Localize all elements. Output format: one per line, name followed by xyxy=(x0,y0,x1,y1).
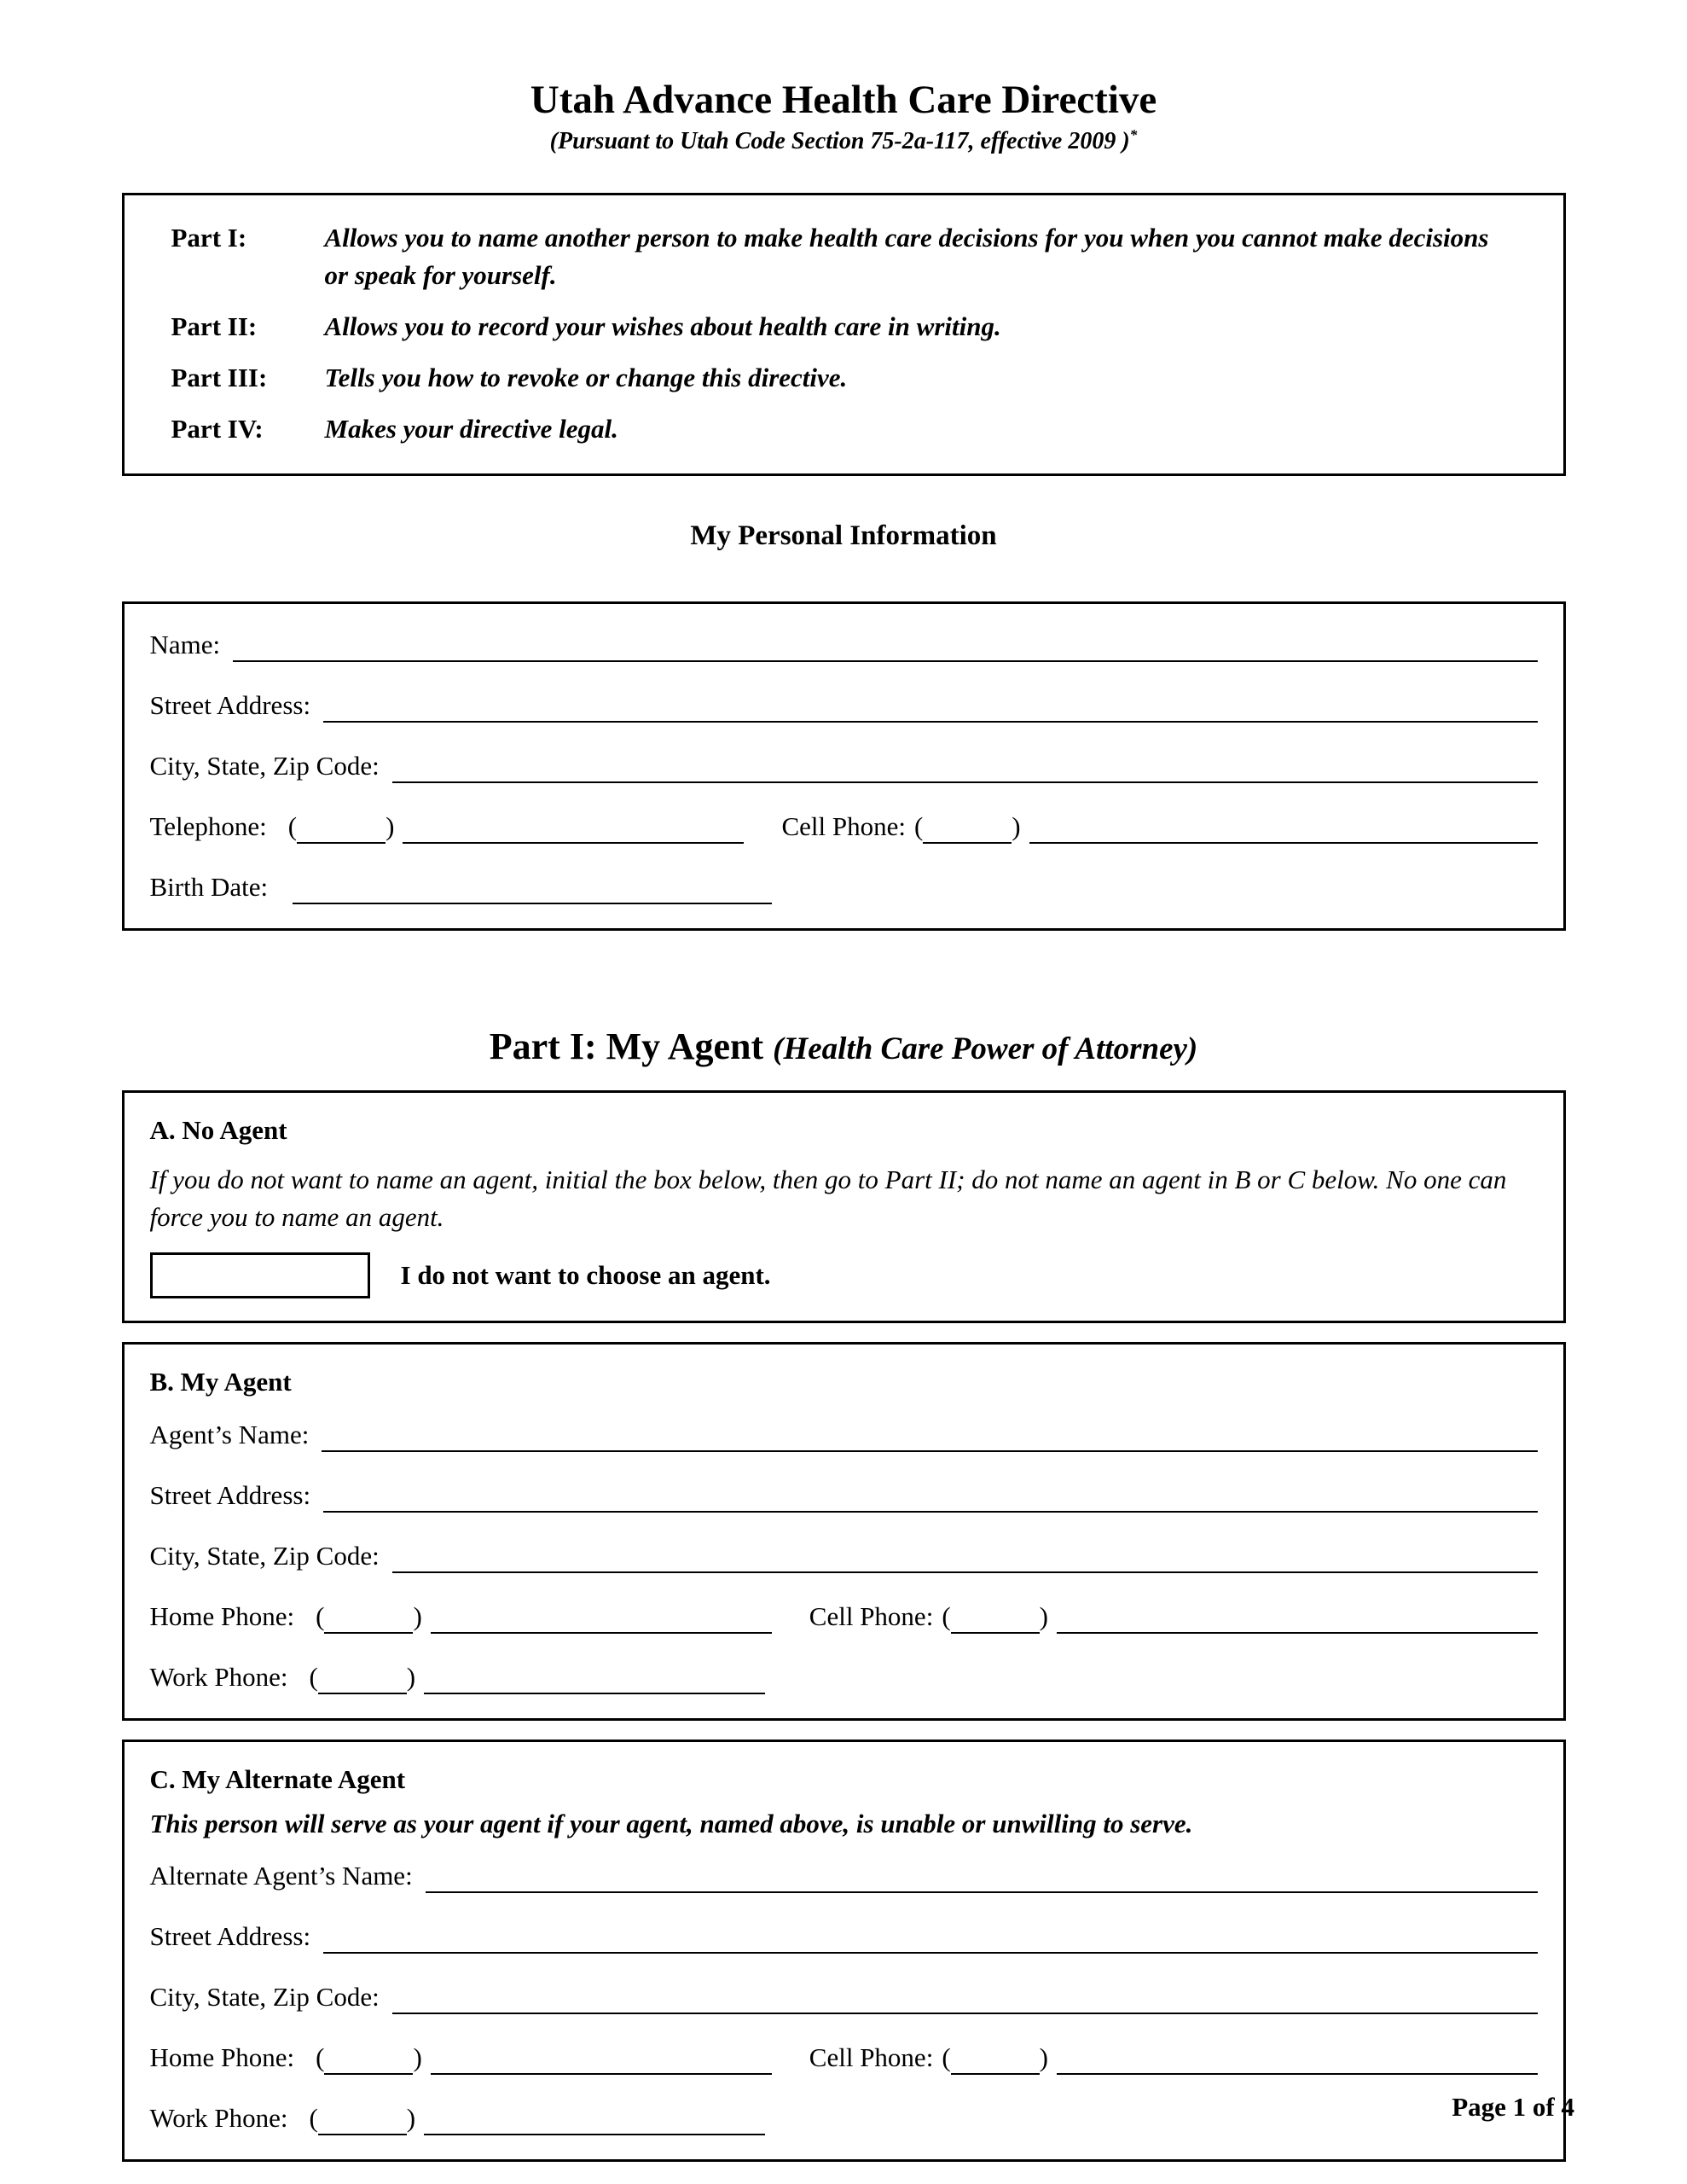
close-paren: ) xyxy=(406,2103,416,2134)
section-c-description: This person will serve as your agent if your agent, named above, is unable or unwilling to serve. xyxy=(149,1809,1193,1839)
alt-agent-work-phone-label: Work Phone: xyxy=(149,2103,288,2134)
name-label: Name: xyxy=(149,629,221,659)
alt-agent-cell-area-field xyxy=(942,2039,1048,2075)
agent-work-area-field xyxy=(309,1658,415,1694)
alt-agent-city-input-line[interactable] xyxy=(392,1978,1538,2014)
agent-city-input-line[interactable] xyxy=(392,1537,1538,1573)
no-agent-check-row xyxy=(150,1252,1538,1298)
section-b-box xyxy=(122,1342,1566,1721)
subtitle-asterisk: * xyxy=(1129,126,1138,143)
alt-agent-home-area-field xyxy=(316,2039,422,2075)
agent-home-phone-label: Home Phone: xyxy=(149,1601,295,1632)
personal-info-box xyxy=(122,601,1566,931)
agent-work-area-input-line[interactable] xyxy=(318,1658,407,1694)
open-paren: ( xyxy=(316,2042,325,2073)
name-input-line[interactable] xyxy=(233,626,1537,662)
alt-agent-work-area-field xyxy=(309,2100,415,2135)
personal-name-row xyxy=(150,626,1538,662)
alt-agent-cell-area-input-line[interactable] xyxy=(951,2039,1040,2075)
page-title: Utah Advance Health Care Directive xyxy=(530,78,1157,122)
telephone-area-code-field xyxy=(288,808,395,844)
close-paren: ) xyxy=(1012,810,1021,841)
alt-agent-home-area-input-line[interactable] xyxy=(324,2039,413,2075)
page-subtitle xyxy=(122,128,1566,155)
document-header xyxy=(122,0,1566,155)
city-state-zip-label: City, State, Zip Code: xyxy=(149,750,380,781)
personal-street-row xyxy=(150,687,1538,723)
alt-agent-home-number-input-line[interactable] xyxy=(431,2039,772,2075)
alt-agent-work-area-input-line[interactable] xyxy=(318,2100,407,2135)
agent-cell-number-input-line[interactable] xyxy=(1057,1598,1538,1634)
part1-heading-paren: (Health Care Power of Attorney) xyxy=(773,1031,1198,1067)
telephone-number-input-line[interactable] xyxy=(403,808,744,844)
section-a-instruction: If you do not want to name an agent, initial the box below, then go to Part II; do not name an agent in B or C below. No one can force you to name an agent. xyxy=(149,1164,1507,1233)
section-c-box xyxy=(122,1740,1566,2162)
alt-agent-city-row xyxy=(150,1978,1538,2014)
part-ii-label: Part II: xyxy=(171,311,258,342)
alt-agent-city-label: City, State, Zip Code: xyxy=(149,1982,380,2013)
cell-area-code-field xyxy=(914,808,1021,844)
telephone-area-code-input-line[interactable] xyxy=(297,808,386,844)
alt-agent-name-row xyxy=(150,1857,1538,1893)
open-paren: ( xyxy=(309,2103,318,2134)
cell-area-code-input-line[interactable] xyxy=(923,808,1012,844)
agent-home-area-field xyxy=(316,1598,422,1634)
open-paren: ( xyxy=(942,2042,951,2073)
section-c-title: C. My Alternate Agent xyxy=(149,1764,406,1795)
part-iv-label: Part IV: xyxy=(171,414,264,444)
agent-home-area-input-line[interactable] xyxy=(324,1598,413,1634)
close-paren: ) xyxy=(386,810,395,841)
parts-overview-box xyxy=(122,193,1566,476)
alt-agent-home-phone-row xyxy=(150,2039,1538,2075)
alt-agent-work-number-input-line[interactable] xyxy=(424,2100,765,2135)
close-paren: ) xyxy=(1039,1601,1048,1632)
cell-phone-label: Cell Phone: xyxy=(781,810,906,841)
part-iii-label: Part III: xyxy=(171,363,268,393)
agent-name-row xyxy=(150,1416,1538,1452)
alt-agent-street-label: Street Address: xyxy=(149,1921,311,1952)
alt-agent-name-input-line[interactable] xyxy=(426,1857,1538,1893)
open-paren: ( xyxy=(913,810,924,841)
agent-home-phone-row xyxy=(150,1598,1538,1634)
alt-agent-street-input-line[interactable] xyxy=(323,1918,1537,1954)
agent-cell-phone-label: Cell Phone: xyxy=(809,1601,934,1632)
agent-street-input-line[interactable] xyxy=(323,1477,1537,1513)
agent-name-label: Agent’s Name: xyxy=(149,1420,310,1450)
part-overview-row xyxy=(171,219,1512,294)
open-paren: ( xyxy=(942,1601,951,1632)
agent-city-label: City, State, Zip Code: xyxy=(149,1541,380,1571)
alt-agent-name-label: Alternate Agent’s Name: xyxy=(149,1861,413,1891)
close-paren: ) xyxy=(1039,2042,1048,2073)
agent-street-label: Street Address: xyxy=(149,1480,311,1511)
agent-home-number-input-line[interactable] xyxy=(431,1598,772,1634)
part-overview-row xyxy=(171,359,1512,397)
street-address-input-line[interactable] xyxy=(323,687,1537,723)
alt-agent-cell-phone-label: Cell Phone: xyxy=(809,2042,934,2073)
personal-info-heading: My Personal Information xyxy=(690,520,997,552)
alt-agent-home-phone-label: Home Phone: xyxy=(149,2042,295,2073)
part-i-label: Part I: xyxy=(171,223,247,253)
telephone-label: Telephone: xyxy=(149,810,267,841)
part-i-description: Allows you to name another person to make health care decisions for you when you cannot make decisions or speak for yourself. xyxy=(324,223,1489,291)
birth-date-label: Birth Date: xyxy=(149,871,269,902)
open-paren: ( xyxy=(316,1601,325,1632)
part1-heading-main: Part I: My Agent xyxy=(489,1025,774,1068)
birth-date-input-line[interactable] xyxy=(293,868,772,904)
subtitle-text: (Pursuant to Utah Code Section 75-2a-117, effective 2009 ) xyxy=(549,128,1130,155)
section-a-box xyxy=(122,1090,1566,1324)
part-iii-description: Tells you how to revoke or change this directive. xyxy=(324,363,848,393)
section-b-title: B. My Agent xyxy=(149,1367,292,1397)
part-overview-row xyxy=(171,308,1512,346)
part-iv-description: Makes your directive legal. xyxy=(324,414,618,444)
close-paren: ) xyxy=(413,1601,422,1632)
personal-city-row xyxy=(150,747,1538,783)
agent-city-row xyxy=(150,1537,1538,1573)
agent-cell-area-field xyxy=(942,1598,1048,1634)
alt-agent-cell-number-input-line[interactable] xyxy=(1057,2039,1538,2075)
section-a-title: A. No Agent xyxy=(149,1114,287,1145)
agent-work-phone-label: Work Phone: xyxy=(149,1662,288,1693)
no-agent-checkbox-label: I do not want to choose an agent. xyxy=(400,1260,771,1291)
agent-work-number-input-line[interactable] xyxy=(424,1658,765,1694)
part-overview-row xyxy=(171,410,1512,448)
agent-street-row xyxy=(150,1477,1538,1513)
open-paren: ( xyxy=(287,810,298,841)
open-paren: ( xyxy=(309,1662,318,1693)
street-address-label: Street Address: xyxy=(149,689,311,720)
cell-number-input-line[interactable] xyxy=(1029,808,1538,844)
alt-agent-work-phone-row xyxy=(150,2100,1538,2135)
page-number: Page 1 of 4 xyxy=(1452,2092,1574,2122)
part-ii-description: Allows you to record your wishes about health care in writing. xyxy=(324,311,1001,342)
city-state-zip-input-line[interactable] xyxy=(392,747,1538,783)
personal-phone-row xyxy=(150,808,1538,844)
agent-cell-area-input-line[interactable] xyxy=(951,1598,1040,1634)
part1-heading xyxy=(122,1026,1566,1067)
close-paren: ) xyxy=(413,2042,422,2073)
agent-work-phone-row xyxy=(150,1658,1538,1694)
personal-birthdate-row xyxy=(150,868,1538,904)
close-paren: ) xyxy=(406,1662,416,1693)
agent-name-input-line[interactable] xyxy=(322,1416,1537,1452)
no-agent-initial-box[interactable] xyxy=(150,1252,370,1298)
alt-agent-street-row xyxy=(150,1918,1538,1954)
